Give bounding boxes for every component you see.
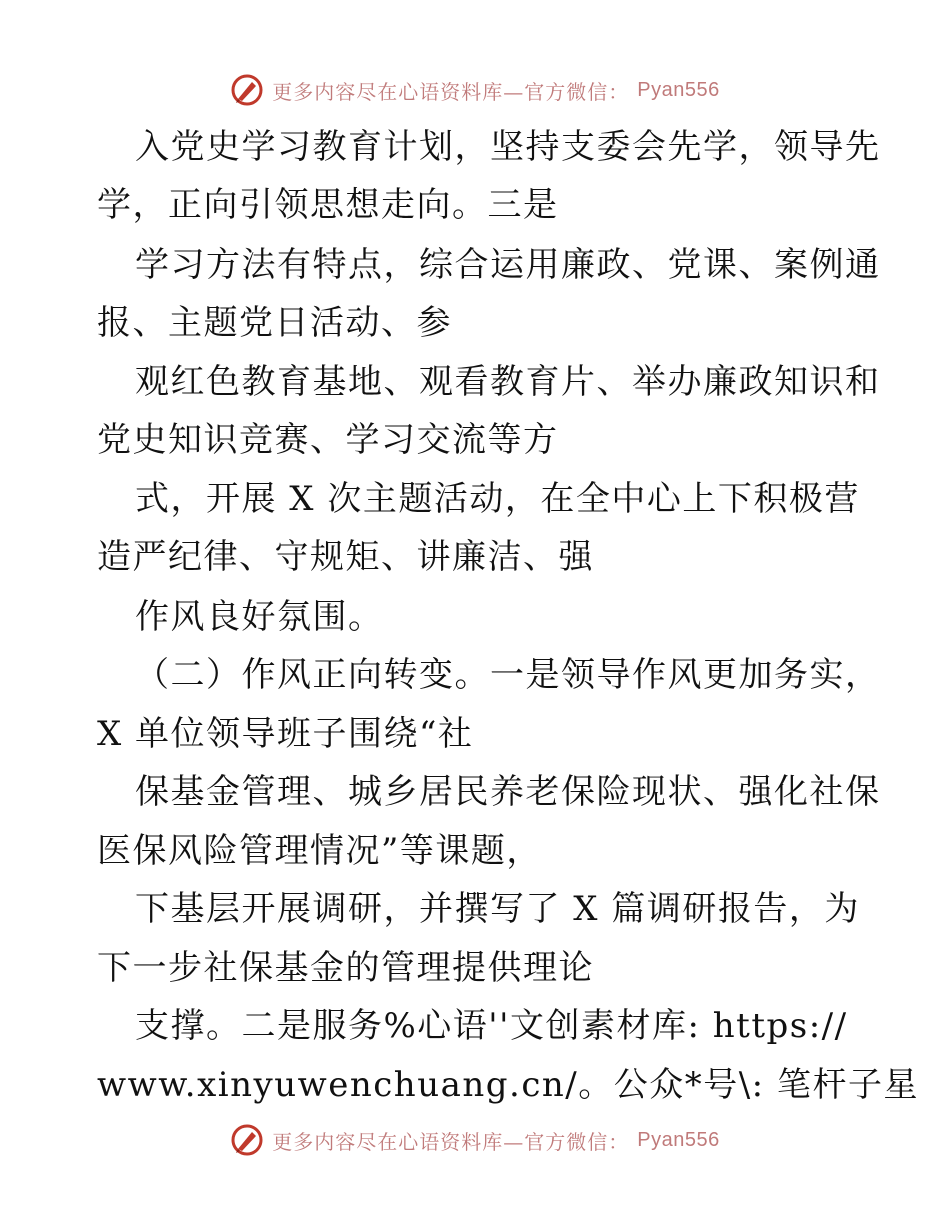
text-line: 医保风险管理情况”等课题， bbox=[97, 831, 542, 871]
text-line: 保基金管理、城乡居民养老保险现状、强化社保 bbox=[135, 772, 881, 812]
text-line: 观红色教育基地、观看教育片、举办廉政知识和 bbox=[135, 362, 881, 402]
header-banner-wechat: Pyan556 bbox=[637, 78, 720, 101]
footer-banner-wechat: Pyan556 bbox=[637, 1128, 720, 1151]
footer-banner bbox=[0, 1120, 950, 1160]
text-line: 造严纪律、守规矩、讲廉洁、强 bbox=[97, 537, 594, 577]
header-banner bbox=[0, 70, 950, 110]
pen-logo-icon bbox=[230, 1123, 264, 1157]
text-line: 下一步社保基金的管理提供理论 bbox=[97, 948, 594, 988]
text-line: （二）作风正向转变。一是领导作风更加务实， bbox=[135, 655, 881, 695]
pen-logo-icon bbox=[230, 73, 264, 107]
text-line: 支撑。二是服务%心语''文创素材库: https:// bbox=[135, 1006, 848, 1046]
text-line: 入党史学习教育计划，坚持支委会先学，领导先 bbox=[135, 127, 881, 167]
text-line: 学习方法有特点，综合运用廉政、党课、案例通 bbox=[135, 245, 881, 285]
header-banner-text: 更多内容尽在心语资料库—官方微信： bbox=[272, 79, 630, 104]
text-line: 下基层开展调研，并撰写了 X 篇调研报告，为 bbox=[135, 889, 860, 929]
text-line: 党史知识竞赛、学习交流等方 bbox=[97, 420, 559, 460]
text-line: 学，正向引领思想走向。三是 bbox=[97, 185, 559, 225]
text-line: X 单位领导班子围绕“社 bbox=[97, 714, 474, 754]
footer-banner-text: 更多内容尽在心语资料库—官方微信： bbox=[272, 1129, 630, 1154]
text-line: www.xinyuwenchuang.cn/。公众*号\: 笔杆子星 bbox=[97, 1065, 919, 1105]
text-line: 作风良好氛围。 bbox=[135, 597, 384, 637]
text-line: 报、主题党日活动、参 bbox=[97, 303, 452, 343]
text-line: 式，开展 X 次主题活动，在全中心上下积极营 bbox=[135, 479, 860, 519]
